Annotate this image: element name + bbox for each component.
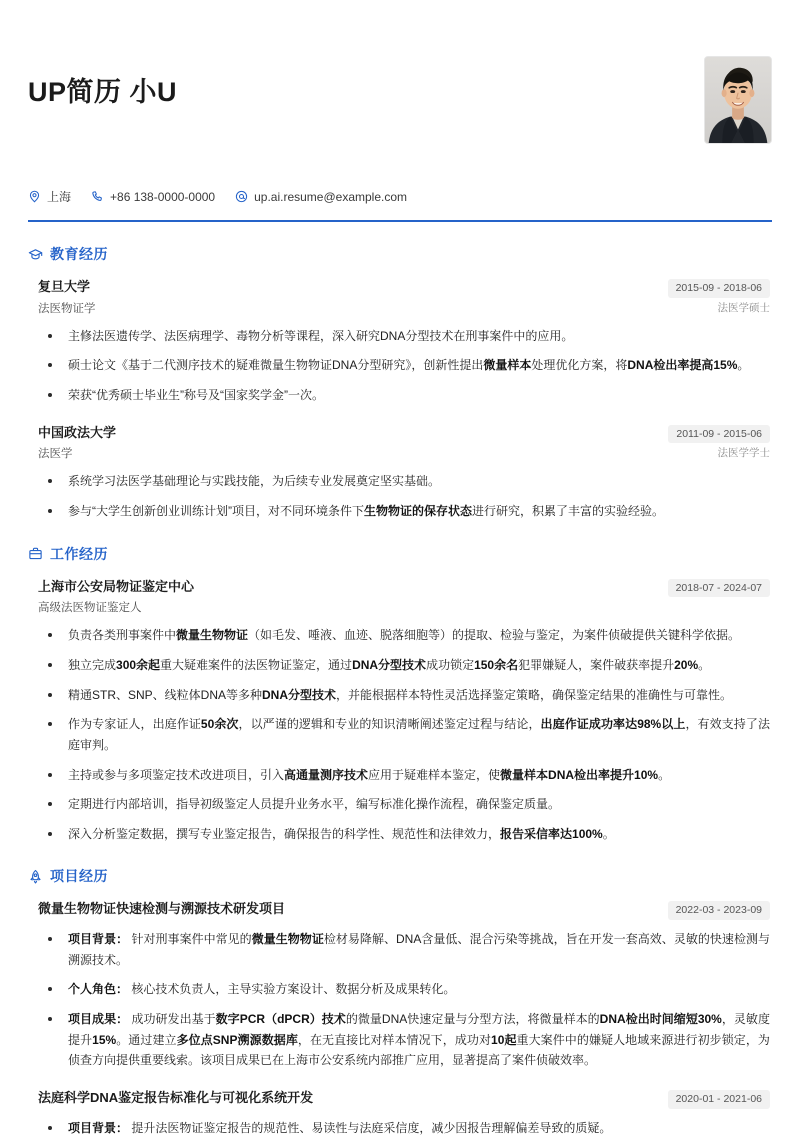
contact-row — [28, 190, 772, 203]
section-label-work: 工作经历 — [50, 545, 108, 562]
education-entry — [28, 278, 772, 406]
entry-head — [38, 900, 770, 920]
bullet-item: 独立完成300余起重大疑难案件的法医物证鉴定，通过DNA分型技术成功锁定150余名犯罪嫌疑人，案件破获率提升20%。 — [38, 655, 770, 676]
graduation-cap-icon — [28, 247, 43, 262]
entry-head — [38, 1089, 770, 1109]
contact-phone — [91, 190, 215, 203]
project-entry — [28, 1089, 772, 1138]
work-entry — [28, 578, 772, 845]
bullet-item: 作为专家证人，出庭作证50余次，以严谨的逻辑和专业的知识清晰阐述鉴定过程与结论，出庭作证成功率达98%以上，有效支持了法庭审判。 — [38, 714, 770, 755]
section-projects — [28, 866, 772, 1138]
bullet-item: 参与“大学生创新创业训练计划”项目，对不同环境条件下生物物证的保存状态进行研究，积累了丰富的实验经验。 — [38, 501, 770, 522]
entry-bullets — [38, 471, 770, 521]
resume-header — [28, 40, 772, 144]
bullet-item: 主修法医遗传学、法医病理学、毒物分析等课程，深入研究DNA分型技术在刑事案件中的应用。 — [38, 326, 770, 347]
entry-sub — [38, 301, 770, 317]
entry-sub — [38, 600, 770, 616]
entry-title: 上海市公安局物证鉴定中心 — [38, 578, 195, 594]
entry-bullets — [38, 625, 770, 844]
bullet-item: 负责各类刑事案件中微量生物物证（如毛发、唾液、血迹、脱落细胞等）的提取、检验与鉴定，为案件侦破提供关键科学依据。 — [38, 625, 770, 646]
bullet-item: 定期进行内部培训，指导初级鉴定人员提升业务水平，编写标准化操作流程，确保鉴定质量。 — [38, 794, 770, 815]
page-title: UP简历 小U — [28, 77, 178, 107]
contact-location — [28, 190, 71, 203]
section-title-projects — [28, 866, 772, 886]
bullet-item: 荣获“优秀硕士毕业生”称号及“国家奖学金”一次。 — [38, 385, 770, 406]
entry-subtitle: 法医学 — [38, 448, 73, 461]
entry-title: 复旦大学 — [38, 279, 91, 294]
entry-date-badge: 2015-09 - 2018-06 — [668, 279, 770, 298]
header-divider — [28, 220, 772, 222]
section-title-education — [28, 244, 772, 264]
entry-head — [38, 578, 770, 598]
entry-date-badge: 2020-01 - 2021-06 — [668, 1090, 770, 1109]
entry-date-badge: 2011-09 - 2015-06 — [668, 425, 770, 444]
briefcase-icon — [28, 546, 43, 561]
entry-date-badge: 2022-03 - 2023-09 — [668, 901, 770, 920]
entry-head — [38, 278, 770, 298]
section-label-projects: 项目经历 — [50, 868, 108, 885]
location-pin-icon — [28, 190, 41, 203]
email-icon — [235, 190, 248, 203]
contact-location-text: 上海 — [47, 189, 72, 204]
contact-phone-text: +86 138-0000-0000 — [110, 189, 216, 204]
phone-icon — [91, 190, 104, 203]
bullet-item: 项目成果： 成功研发出基于数字PCR（dPCR）技术的微量DNA快速定量与分型方法，将微量样本的DNA检出时间缩短30%，灵敏度提升15%。通过建立多位点SNP溯源数据库，在无直接比对样本情况下，成功对10起重大案件中的嫌疑人地域来源进行初步锁定，为侦查方向提供重要线索。该项目成果已在上海市公安系统内部推广应用，显著提高了案件侦破效率。 — [38, 1009, 770, 1071]
bullet-item: 硕士论文《基于二代测序技术的疑难微量生物物证DNA分型研究》，创新性提出微量样本处理优化方案，将DNA检出率提高15%。 — [38, 355, 770, 376]
project-entry — [28, 900, 772, 1070]
section-work — [28, 544, 772, 845]
entry-subtitle: 高级法医物证鉴定人 — [38, 602, 142, 615]
bullet-item: 项目背景： 针对刑事案件中常见的微量生物物证检材易降解、DNA含量低、混合污染等挑战，旨在开发一套高效、灵敏的快速检测与溯源技术。 — [38, 929, 770, 970]
entry-meta: 法医学学士 — [717, 447, 770, 460]
section-label-education: 教育经历 — [50, 246, 108, 262]
education-entry — [28, 424, 772, 522]
entry-subtitle: 法医物证学 — [38, 302, 96, 315]
bullet-item: 项目背景： 提升法医物证鉴定报告的规范性、易读性与法庭采信度，减少因报告理解偏差导致的质疑。 — [38, 1118, 770, 1139]
bullet-item: 精通STR、SNP、线粒体DNA等多种DNA分型技术，并能根据样本特性灵活选择鉴定策略，确保鉴定结果的准确性与可靠性。 — [38, 685, 770, 706]
entry-date-badge: 2018-07 - 2024-07 — [668, 579, 770, 598]
contact-email-text: up.ai.resume@example.com — [254, 189, 408, 204]
entry-head — [38, 424, 770, 444]
entry-title: 中国政法大学 — [38, 424, 117, 440]
bullet-item: 深入分析鉴定数据，撰写专业鉴定报告，确保报告的科学性、规范性和法律效力，报告采信率达100%。 — [38, 824, 770, 845]
bullet-item: 系统学习法医学基础理论与实践技能，为后续专业发展奠定坚实基础。 — [38, 471, 770, 492]
contact-email — [235, 190, 407, 203]
section-title-work — [28, 544, 772, 564]
entry-title: 微量生物物证快速检测与溯源技术研发项目 — [38, 901, 286, 917]
entry-meta: 法医学硕士 — [717, 301, 770, 314]
entry-bullets — [38, 326, 770, 406]
bullet-item: 个人角色： 核心技术负责人，主导实验方案设计、数据分析及成果转化。 — [38, 979, 770, 1000]
rocket-icon — [28, 869, 43, 884]
entry-sub — [38, 446, 770, 462]
header-left — [28, 54, 704, 108]
entry-bullets — [38, 929, 770, 1071]
bullet-item: 主持或参与多项鉴定技术改进项目，引入高通量测序技术应用于疑难样本鉴定，使微量样本DNA检出率提升10%。 — [38, 765, 770, 786]
entry-title: 法庭科学DNA鉴定报告标准化与可视化系统开发 — [38, 1089, 314, 1105]
avatar — [704, 56, 772, 144]
section-education — [28, 244, 772, 522]
entry-bullets — [38, 1118, 770, 1139]
